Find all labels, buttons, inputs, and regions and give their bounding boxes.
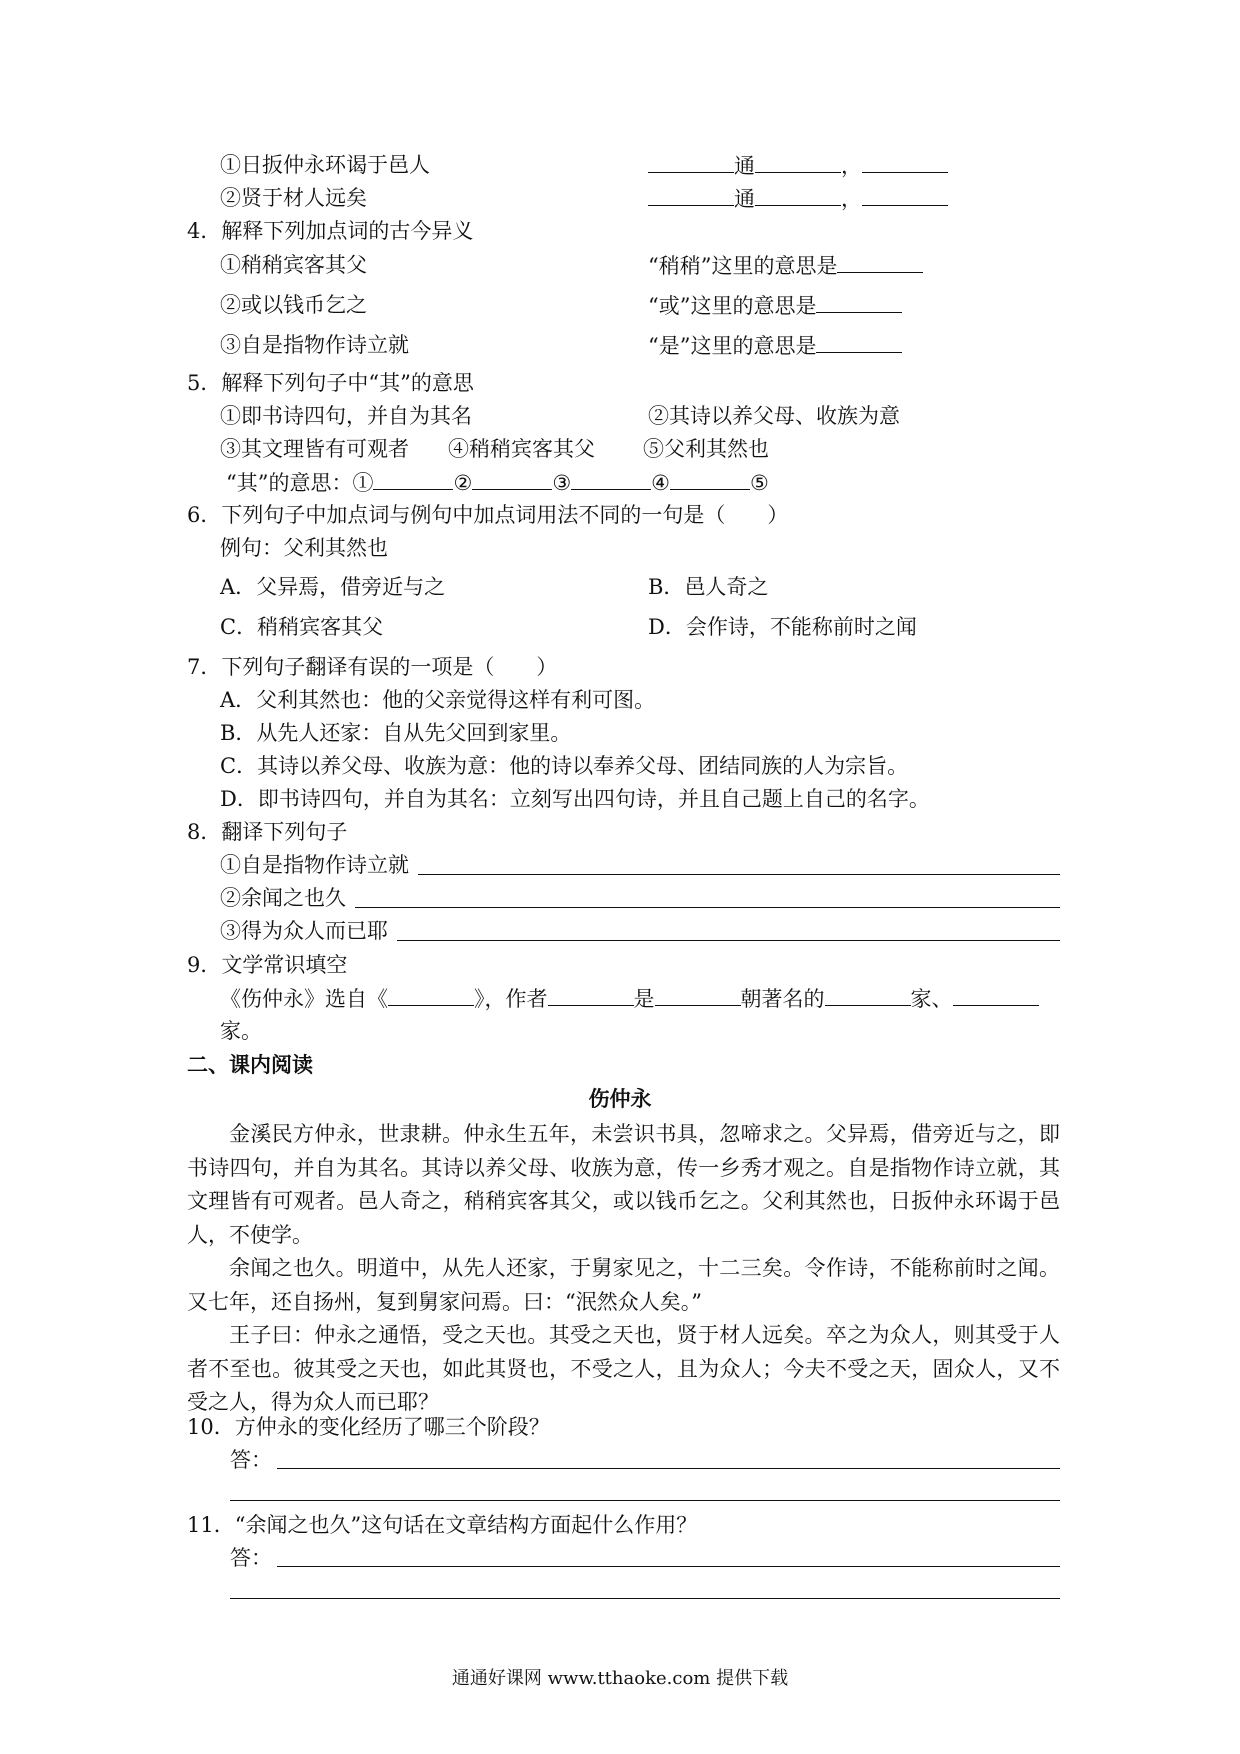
marker: ③ xyxy=(552,471,572,495)
q9-fill-row xyxy=(220,983,1039,1013)
q9-text: 》，作者 xyxy=(474,987,548,1011)
q5-item-2: ②其诗以养父母、收族为意 xyxy=(648,404,900,428)
q10-answer-label: 答： xyxy=(230,1448,272,1472)
blank[interactable] xyxy=(648,150,734,173)
passage-paragraph-2: 余闻之也久。明道中，从先人还家，于舅家见之，十二三矣。令作诗，不能称前时之闻。又七年，还自扬州，复到舅家问焉。曰：“泯然众人矣。” xyxy=(187,1256,1060,1314)
blank[interactable] xyxy=(548,983,634,1006)
marker: ② xyxy=(453,471,473,495)
q7-option-b[interactable]: B．从先人还家：自从先父回到家里。 xyxy=(220,721,572,745)
q4-answer-3 xyxy=(648,330,902,360)
blank[interactable] xyxy=(755,150,841,173)
q8-item-2: ②余闻之也久 xyxy=(220,886,346,910)
q9-tail: 家。 xyxy=(220,1019,262,1043)
q8-item-1: ①自是指物作诗立就 xyxy=(220,853,409,877)
answer-line[interactable] xyxy=(277,1566,1060,1567)
answer-line[interactable] xyxy=(418,874,1060,875)
q9-text: 朝著名的 xyxy=(740,987,825,1011)
answer-line[interactable] xyxy=(230,1598,1060,1599)
blank[interactable] xyxy=(373,467,453,490)
q5-item-4: ④稍稍宾客其父 xyxy=(448,437,595,461)
q8-title: 8．翻译下列句子 xyxy=(187,820,348,844)
passage-title: 伤仲永 xyxy=(588,1086,652,1111)
q6-option-b[interactable]: B．邑人奇之 xyxy=(648,575,769,599)
q3-answer-1 xyxy=(648,150,948,180)
marker: ⑤ xyxy=(749,471,769,495)
q6-title: 6．下列句子中加点词与例句中加点词用法不同的一句是（ ） xyxy=(187,503,789,527)
page-footer: 通通好课网 www.tthaoke.com 提供下载 xyxy=(451,1668,789,1689)
q5-answer-prefix: “其”的意思： xyxy=(226,471,353,495)
q9-text: 家、 xyxy=(910,987,953,1011)
comma: ， xyxy=(841,154,862,178)
blank[interactable] xyxy=(755,183,841,206)
blank[interactable] xyxy=(825,983,911,1006)
blank[interactable] xyxy=(472,467,552,490)
q4-answer-2-label: “或”这里的意思是 xyxy=(648,294,817,318)
tong-label: 通 xyxy=(734,154,755,178)
q9-text: 《伤仲永》选自《 xyxy=(220,987,388,1011)
blank[interactable] xyxy=(816,290,902,313)
q9-text: 是 xyxy=(633,987,655,1011)
blank[interactable] xyxy=(816,330,902,353)
passage-paragraph-1: 金溪民方仲永，世隶耕。仲永生五年，未尝识书具，忽啼求之。父异焉，借旁近与之，即书诗四句，并自为其名。其诗以养父母、收族为意，传一乡秀才观之。自是指物作诗立就，其文理皆有可观者。邑人奇之，稍稍宾客其父，或以钱币乞之。父利其然也，日扳仲永环谒于邑人，不使学。 xyxy=(187,1122,1060,1247)
q8-item-3: ③得为众人而已耶 xyxy=(220,919,388,943)
q5-title: 5．解释下列句子中“其”的意思 xyxy=(187,371,474,395)
answer-line[interactable] xyxy=(355,907,1060,908)
marker: ④ xyxy=(651,471,670,495)
q6-example: 例句：父利其然也 xyxy=(220,536,388,560)
q7-option-d[interactable]: D．即书诗四句，并自为其名：立刻写出四句诗，并且自己题上自己的名字。 xyxy=(220,787,930,811)
q4-item-1: ①稍稍宾客其父 xyxy=(220,253,367,277)
blank[interactable] xyxy=(670,467,750,490)
marker: ① xyxy=(352,471,374,495)
answer-line[interactable] xyxy=(230,1500,1060,1501)
blank[interactable] xyxy=(862,183,948,206)
q4-title: 4．解释下列加点词的古今异义 xyxy=(187,219,474,243)
q5-item-1: ①即书诗四句，并自为其名 xyxy=(220,404,472,428)
q7-title: 7．下列句子翻译有误的一项是（ ） xyxy=(187,655,558,679)
q5-item-5: ⑤父利其然也 xyxy=(643,437,769,461)
q6-option-c[interactable]: C．稍稍宾客其父 xyxy=(220,615,384,639)
q4-answer-1 xyxy=(648,250,923,280)
comma: ， xyxy=(841,187,862,211)
q5-answer-row xyxy=(226,467,769,497)
blank[interactable] xyxy=(655,983,741,1006)
q3-answer-2 xyxy=(648,183,948,213)
q3-item-1: ①日扳仲永环谒于邑人 xyxy=(220,153,430,177)
q11-answer-label: 答： xyxy=(230,1546,272,1570)
q6-option-a[interactable]: A．父异焉，借旁近与之 xyxy=(220,575,446,599)
q4-item-2: ②或以钱币乞之 xyxy=(220,293,367,317)
q10-title: 10．方仲永的变化经历了哪三个阶段？ xyxy=(187,1415,550,1439)
q3-item-2: ②贤于材人远矣 xyxy=(220,186,367,210)
blank[interactable] xyxy=(388,983,474,1006)
blank[interactable] xyxy=(953,983,1039,1006)
q4-item-3: ③自是指物作诗立就 xyxy=(220,333,409,357)
tong-label: 通 xyxy=(734,187,755,211)
q11-title: 11．“余闻之也久”这句话在文章结构方面起什么作用？ xyxy=(187,1513,698,1537)
blank[interactable] xyxy=(837,250,923,273)
q7-option-c[interactable]: C．其诗以养父母、收族为意：他的诗以奉养父母、团结同族的人为宗旨。 xyxy=(220,754,909,778)
answer-line[interactable] xyxy=(397,940,1060,941)
section-heading: 二、课内阅读 xyxy=(187,1052,313,1077)
answer-line[interactable] xyxy=(277,1468,1060,1469)
blank[interactable] xyxy=(648,183,734,206)
blank[interactable] xyxy=(862,150,948,173)
q4-answer-2 xyxy=(648,290,902,320)
passage-paragraph-3: 王子曰：仲永之通悟，受之天也。其受之天也，贤于材人远矣。卒之为众人，则其受于人者不至也。彼其受之天也，如此其贤也，不受之人，且为众人；今夫不受之天，固众人，又不受之人，得为众人而已耶？ xyxy=(187,1323,1060,1414)
blank[interactable] xyxy=(571,467,651,490)
q4-answer-1-label: “稍稍”这里的意思是 xyxy=(648,254,838,278)
q9-title: 9．文学常识填空 xyxy=(187,953,348,977)
q7-option-a[interactable]: A．父利其然也：他的父亲觉得这样有利可图。 xyxy=(220,688,656,712)
q5-item-3: ③其文理皆有可观者 xyxy=(220,437,409,461)
q6-option-d[interactable]: D．会作诗，不能称前时之闻 xyxy=(648,615,917,639)
q4-answer-3-label: “是”这里的意思是 xyxy=(648,334,817,358)
